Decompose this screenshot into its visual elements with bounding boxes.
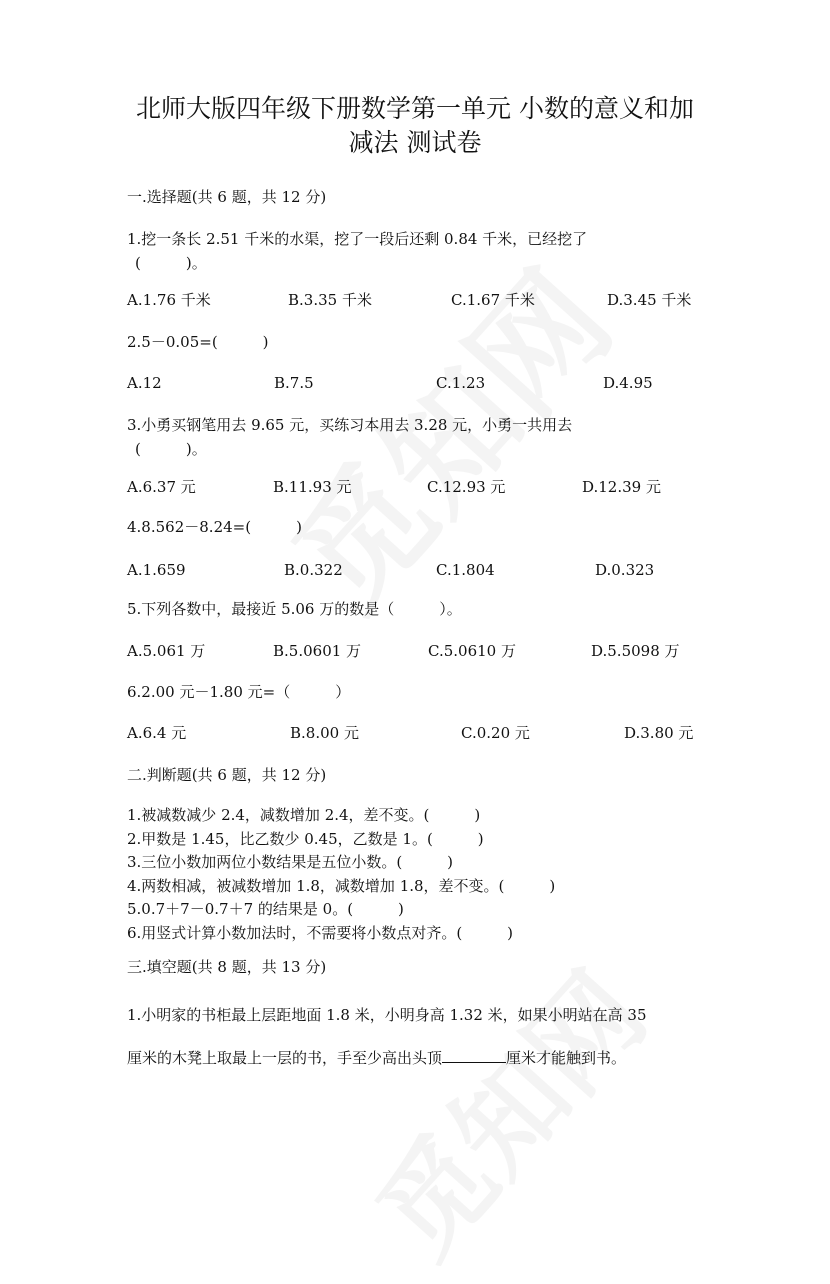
question-stem: 1.挖一条长 2.51 千米的水渠，挖了一段后还剩 0.84 千米，已经挖了	[127, 230, 588, 248]
watermark	[336, 934, 674, 1284]
judge-item: 1.被减数减少 2.4，减数增加 2.4，差不变。( )	[127, 806, 481, 824]
question-5	[127, 597, 462, 621]
judge-item: 6.用竖式计算小数加法时，不需要将小数点对齐。( )	[127, 923, 514, 942]
page-title	[110, 92, 720, 160]
question-2	[127, 330, 269, 354]
question-1	[127, 227, 587, 275]
title-line-1: 北师大版四年级下册数学第一单元 小数的意义和加	[136, 94, 694, 123]
judge-item: 4.两数相减，被减数增加 1.8，减数增加 1.8，差不变。( )	[127, 876, 556, 895]
option-d[interactable]: D.0.323	[595, 561, 655, 579]
question-4	[127, 515, 302, 539]
option-a[interactable]: A.5.061 万	[127, 642, 206, 660]
option-d[interactable]: D.3.80 元	[624, 724, 694, 742]
option-c[interactable]: C.12.93 元	[427, 478, 506, 496]
question-stem-continued: ( )。	[135, 254, 207, 272]
judge-item: 2.甲数是 1.45，比乙数少 0.45，乙数是 1。( )	[127, 829, 484, 848]
question-stem-continued: ( )。	[135, 440, 207, 458]
option-c[interactable]: C.1.67 千米	[451, 291, 535, 309]
option-a[interactable]: A.6.37 元	[127, 478, 196, 496]
option-a[interactable]: A.1.659	[127, 561, 186, 579]
fill-text-after-blank: 厘米才能触到书。	[506, 1049, 627, 1067]
option-b[interactable]: B.5.0601 万	[273, 642, 362, 660]
judge-item: 3.三位小数加两位小数结果是五位小数。( )	[127, 853, 454, 871]
question-6	[127, 680, 350, 704]
option-b[interactable]: B.0.322	[284, 561, 343, 579]
option-c[interactable]: C.1.804	[436, 561, 495, 579]
option-a[interactable]: A.12	[127, 374, 162, 392]
question-stem: 4.8.562－8.24=( )	[127, 518, 302, 536]
option-b[interactable]: B.3.35 千米	[288, 291, 372, 309]
question-stem: 6.2.00 元－1.80 元=（ ）	[127, 683, 351, 701]
fill-question-1	[127, 994, 697, 1080]
question-stem: 5.下列各数中，最接近 5.06 万的数是（ ）。	[127, 600, 462, 618]
answer-blank[interactable]	[442, 1047, 506, 1063]
option-a[interactable]: A.1.76 千米	[127, 291, 211, 309]
section-heading-judge: 二.判断题(共 6 题，共 12 分)	[127, 766, 327, 784]
judge-item: 5.0.7＋7－0.7＋7 的结果是 0。( )	[127, 900, 404, 918]
option-c[interactable]: C.0.20 元	[461, 724, 530, 742]
option-b[interactable]: B.7.5	[274, 374, 314, 392]
option-a[interactable]: A.6.4 元	[127, 724, 187, 742]
option-d[interactable]: D.12.39 元	[582, 478, 661, 496]
question-stem: 2.5－0.05=( )	[127, 333, 269, 351]
option-b[interactable]: B.8.00 元	[290, 724, 359, 742]
option-b[interactable]: B.11.93 元	[273, 478, 352, 496]
fill-line-2	[127, 1037, 697, 1080]
section-heading-fill: 三.填空题(共 8 题，共 13 分)	[127, 958, 327, 976]
question-stem: 3.小勇买钢笔用去 9.65 元，买练习本用去 3.28 元，小勇一共用去	[127, 416, 573, 434]
judge-list	[127, 804, 555, 945]
fill-line-1: 1.小明家的书柜最上层距地面 1.8 米，小明身高 1.32 米，如果小明站在高 35	[127, 1006, 647, 1024]
fill-text-before-blank: 厘米的木凳上取最上一层的书，手至少高出头顶	[127, 1049, 443, 1067]
option-d[interactable]: D.3.45 千米	[607, 291, 692, 309]
option-d[interactable]: D.4.95	[603, 374, 653, 392]
section-heading-choice: 一.选择题(共 6 题，共 12 分)	[127, 188, 327, 206]
option-c[interactable]: C.5.0610 万	[428, 642, 516, 660]
option-d[interactable]: D.5.5098 万	[591, 642, 680, 660]
question-3	[127, 413, 572, 461]
title-line-2: 减法 测试卷	[348, 128, 482, 157]
option-c[interactable]: C.1.23	[436, 374, 486, 392]
